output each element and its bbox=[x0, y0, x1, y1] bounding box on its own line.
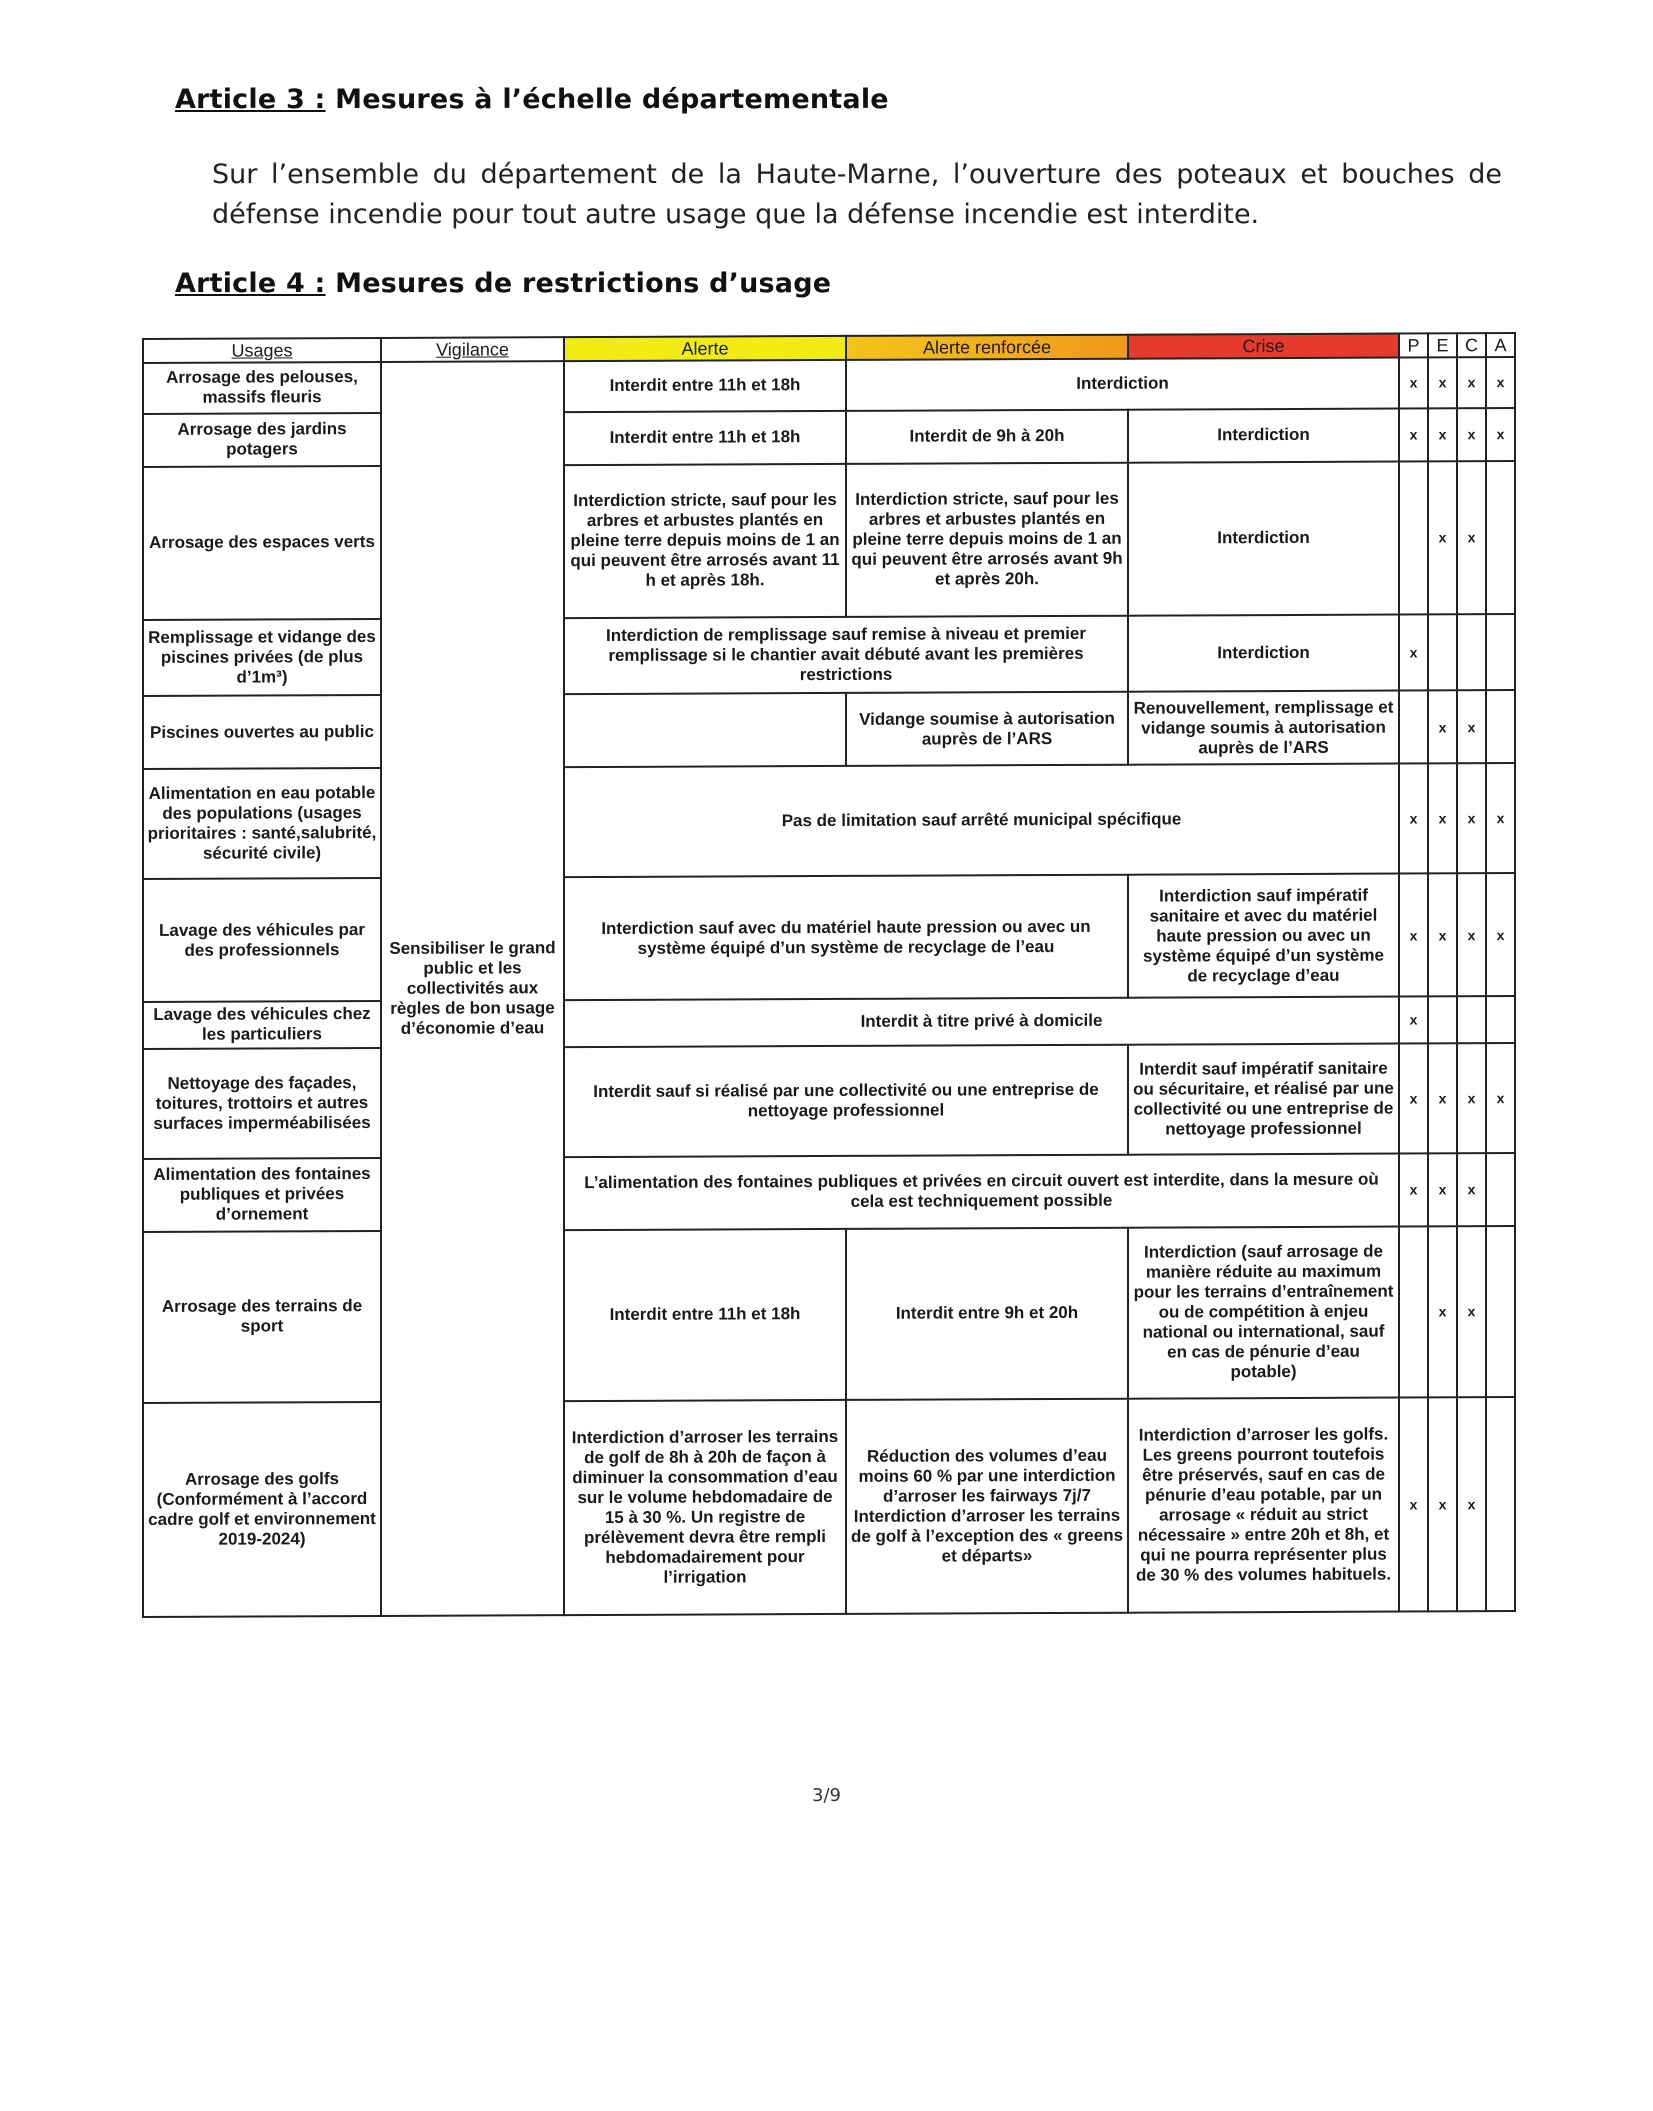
mark-a: x bbox=[1486, 357, 1515, 408]
all-levels-cell: L’alimentation des fontaines publiques et privées en circuit ouvert est interdite, dans la mesure où cela est techniquement possible bbox=[564, 1153, 1399, 1230]
header-vigilance: Vigilance bbox=[381, 337, 564, 362]
renforcee-cell: Réduction des volumes d’eau moins 60 % par une interdiction d’arroser les fairways 7j/7 Interdiction d’arroser les terrains de golf à l’exception des « greens et départs» bbox=[846, 1399, 1128, 1614]
usage-cell: Arrosage des jardins potagers bbox=[143, 413, 381, 467]
header-alerte: Alerte bbox=[564, 336, 846, 361]
vigilance-cell: Sensibiliser le grand public et les collectivités aux règles de bon usage d’économie d’eau bbox=[381, 361, 564, 1616]
usage-cell: Piscines ouvertes au public bbox=[143, 695, 381, 769]
mark-a bbox=[1486, 461, 1515, 614]
header-e: E bbox=[1428, 333, 1457, 357]
mark-p: x bbox=[1399, 996, 1428, 1043]
alerte-cell: Interdit entre 11h et 18h bbox=[564, 1229, 846, 1401]
header-p: P bbox=[1399, 333, 1428, 357]
crise-cell: Interdiction sauf impératif sanitaire et avec du matériel haute pression ou avec un système équipé d’un système de recyclage d’eau bbox=[1128, 874, 1399, 997]
mark-p: x bbox=[1399, 1397, 1428, 1611]
table-row bbox=[143, 1153, 1515, 1232]
usage-cell: Alimentation des fontaines publiques et privées d’ornement bbox=[143, 1158, 381, 1232]
mark-a: x bbox=[1486, 408, 1515, 461]
mark-p bbox=[1399, 690, 1428, 763]
restrictions-table bbox=[142, 332, 1516, 1618]
mark-e: x bbox=[1428, 1043, 1457, 1153]
mark-c: x bbox=[1457, 874, 1486, 996]
usage-cell: Remplissage et vidange des piscines privées (de plus d’1m³) bbox=[143, 619, 381, 696]
table-row bbox=[143, 1226, 1515, 1403]
mark-c: x bbox=[1457, 357, 1486, 408]
mark-p bbox=[1399, 1226, 1428, 1397]
mark-p: x bbox=[1399, 1043, 1428, 1153]
renforcee-cell: Interdit entre 9h et 20h bbox=[846, 1228, 1128, 1400]
usage-cell: Nettoyage des façades, toitures, trottoirs et autres surfaces imperméabilisées bbox=[143, 1047, 381, 1158]
mark-c bbox=[1457, 614, 1486, 691]
alerte-cell: Interdit entre 11h et 18h bbox=[564, 360, 846, 412]
mark-p: x bbox=[1399, 874, 1428, 996]
header-alerte-renforcee: Alerte renforcée bbox=[846, 335, 1128, 360]
table-row bbox=[143, 690, 1515, 769]
mark-e: x bbox=[1428, 1153, 1457, 1226]
alerte-cell: Interdiction d’arroser les terrains de golf de 8h à 20h de façon à diminuer la consommation d’eau sur le volume hebdomadaire de 15 à 30 %. Un registre de prélèvement devra être rempli hebdomadairement pour l’irrigation bbox=[564, 1400, 846, 1615]
all-levels-cell: Interdit à titre privé à domicile bbox=[564, 996, 1399, 1047]
article-4-heading bbox=[175, 268, 831, 299]
article-4-title: Mesures de restrictions d’usage bbox=[335, 268, 832, 299]
mark-a bbox=[1486, 614, 1515, 691]
usage-cell: Alimentation en eau potable des populations (usages prioritaires : santé,salubrité, sécurité civile) bbox=[143, 768, 381, 879]
mark-c: x bbox=[1457, 1153, 1486, 1226]
mark-a bbox=[1486, 1226, 1515, 1397]
table-row bbox=[143, 461, 1515, 620]
mark-e: x bbox=[1428, 408, 1457, 461]
alerte-cell: Interdit entre 11h et 18h bbox=[564, 411, 846, 465]
mark-a: x bbox=[1486, 873, 1515, 995]
renforcee-cell: Interdit de 9h à 20h bbox=[846, 410, 1128, 464]
mark-e: x bbox=[1428, 1226, 1457, 1397]
crise-cell: Renouvellement, remplissage et vidange soumis à autorisation auprès de l’ARS bbox=[1128, 691, 1399, 766]
mark-c bbox=[1457, 996, 1486, 1043]
usage-cell: Arrosage des terrains de sport bbox=[143, 1231, 381, 1403]
alerte-cell: Interdiction stricte, sauf pour les arbres et arbustes plantés en pleine terre depuis moins de 1 an qui peuvent être arrosés avant 11 h et après 18h. bbox=[564, 464, 846, 618]
usage-cell: Arrosage des golfs (Conformément à l’accord cadre golf et environnement 2019-2024) bbox=[143, 1402, 381, 1617]
crise-cell: Interdiction (sauf arrosage de manière réduite au maximum pour les terrains d’entraînement ou de compétition à enjeu national ou international, sauf en cas de pénurie d’eau potable) bbox=[1128, 1226, 1399, 1398]
mark-p: x bbox=[1399, 357, 1428, 408]
article-3-title: Mesures à l’échelle départementale bbox=[335, 84, 889, 115]
article-3-paragraph: Sur l’ensemble du département de la Haute-Marne, l’ouverture des poteaux et bouches de défense incendie pour tout autre usage que la défense incendie est interdite. bbox=[212, 159, 1502, 230]
usage-cell: Lavage des véhicules par des professionnels bbox=[143, 878, 381, 1001]
usage-cell: Arrosage des pelouses, massifs fleuris bbox=[143, 362, 381, 414]
header-crise: Crise bbox=[1128, 334, 1399, 359]
header-a: A bbox=[1486, 333, 1515, 357]
all-levels-cell: Pas de limitation sauf arrêté municipal spécifique bbox=[564, 764, 1399, 878]
mark-p: x bbox=[1399, 764, 1428, 874]
mark-c: x bbox=[1457, 1226, 1486, 1397]
renforcee-crise-cell: Interdiction bbox=[846, 358, 1399, 411]
mark-p: x bbox=[1399, 1153, 1428, 1226]
mark-e: x bbox=[1428, 764, 1457, 874]
table-row bbox=[143, 1397, 1515, 1617]
page-number: 3/9 bbox=[812, 1785, 841, 1806]
mark-e bbox=[1428, 614, 1457, 691]
table-row bbox=[143, 357, 1515, 414]
usage-cell: Arrosage des espaces verts bbox=[143, 466, 381, 620]
alerte-cell bbox=[564, 693, 846, 768]
usage-cell: Lavage des véhicules chez les particuliers bbox=[143, 1001, 381, 1049]
mark-e: x bbox=[1428, 874, 1457, 996]
mark-a bbox=[1486, 690, 1515, 763]
mark-e: x bbox=[1428, 357, 1457, 408]
mark-a: x bbox=[1486, 1043, 1515, 1153]
crise-cell: Interdiction bbox=[1128, 614, 1399, 692]
table-row bbox=[143, 996, 1515, 1049]
mark-e: x bbox=[1428, 1397, 1457, 1611]
mark-a: x bbox=[1486, 763, 1515, 873]
header-usages: Usages bbox=[143, 338, 381, 363]
mark-a bbox=[1486, 1397, 1515, 1611]
crise-cell: Interdiction bbox=[1128, 408, 1399, 462]
mark-e: x bbox=[1428, 461, 1457, 614]
alerte-renforcee-cell: Interdiction de remplissage sauf remise à niveau et premier remplissage si le chantier avait débuté avant les premières restrictions bbox=[564, 615, 1128, 694]
article-4-number: Article 4 : bbox=[175, 268, 326, 299]
mark-p bbox=[1399, 461, 1428, 614]
table-row bbox=[143, 873, 1515, 1001]
mark-p: x bbox=[1399, 408, 1428, 461]
crise-cell: Interdit sauf impératif sanitaire ou sécuritaire, et réalisé par une collectivité ou une entreprise de nettoyage professionnel bbox=[1128, 1043, 1399, 1154]
crise-cell: Interdiction bbox=[1128, 461, 1399, 615]
header-c: C bbox=[1457, 333, 1486, 357]
mark-c: x bbox=[1457, 690, 1486, 763]
mark-a bbox=[1486, 996, 1515, 1043]
article-3-heading bbox=[175, 84, 889, 115]
alerte-renforcee-cell: Interdiction sauf avec du matériel haute pression ou avec un système équipé d’un système de recyclage de l’eau bbox=[564, 875, 1128, 1000]
article-3-number: Article 3 : bbox=[175, 84, 326, 115]
mark-c: x bbox=[1457, 461, 1486, 614]
mark-e bbox=[1428, 996, 1457, 1043]
mark-e: x bbox=[1428, 690, 1457, 763]
table-row bbox=[143, 1043, 1515, 1159]
table-row bbox=[143, 614, 1515, 696]
mark-a bbox=[1486, 1153, 1515, 1226]
mark-c: x bbox=[1457, 1397, 1486, 1611]
table-row bbox=[143, 408, 1515, 467]
mark-p: x bbox=[1399, 614, 1428, 691]
mark-c: x bbox=[1457, 1043, 1486, 1153]
mark-c: x bbox=[1457, 764, 1486, 874]
alerte-renforcee-cell: Interdit sauf si réalisé par une collectivité ou une entreprise de nettoyage professionnel bbox=[564, 1044, 1128, 1156]
table-row bbox=[143, 763, 1515, 879]
renforcee-cell: Interdiction stricte, sauf pour les arbres et arbustes plantés en pleine terre depuis moins de 1 an qui peuvent être arrosés avant 9h et après 20h. bbox=[846, 463, 1128, 617]
crise-cell: Interdiction d’arroser les golfs. Les greens pourront toutefois être préservés, sauf en cas de pénurie d’eau potable, par un arrosage « réduit au strict nécessaire » entre 20h et 8h, et qui ne pourra représenter plus de 30 % des volumes habituels. bbox=[1128, 1398, 1399, 1613]
renforcee-cell: Vidange soumise à autorisation auprès de l’ARS bbox=[846, 692, 1128, 767]
mark-c: x bbox=[1457, 408, 1486, 461]
